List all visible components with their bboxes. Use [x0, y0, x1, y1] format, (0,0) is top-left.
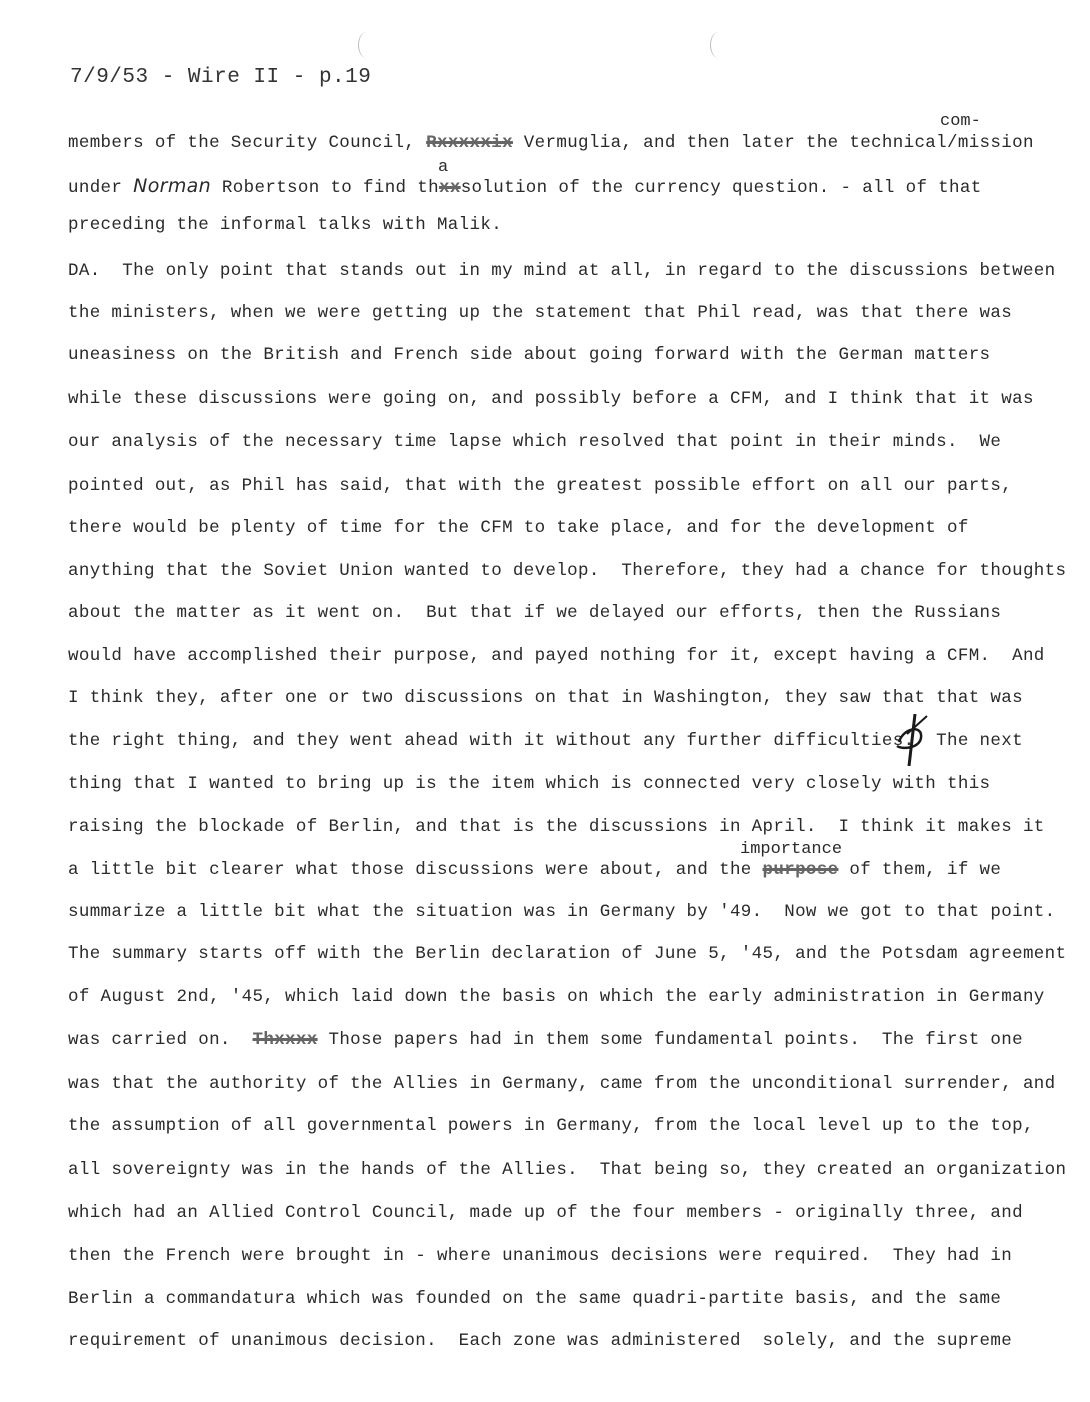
page-header: 7/9/53 - Wire II - p.19	[70, 66, 372, 89]
struck-out-text: Rxxxxxix	[426, 133, 513, 153]
line-text: pointed out, as Phil has said, that with the greatest possible effort on all our parts,	[68, 476, 1013, 496]
line-text: the assumption of all governmental powers in Germany, from the local level up to the top,	[68, 1116, 1034, 1136]
line-text: while these discussions were going on, and possibly before a CFM, and I think that it was	[68, 389, 1034, 409]
document-line	[68, 1160, 1066, 1180]
line-text: Those papers had in them some fundamental points. The first one	[317, 1030, 1023, 1050]
document-line	[68, 1074, 1056, 1094]
line-text: solution of the currency question. - all of that	[460, 178, 982, 198]
document-line	[68, 860, 1001, 880]
line-text: anything that the Soviet Union wanted to develop. Therefore, they had a chance for thoughts	[68, 561, 1067, 581]
line-text: thing that I wanted to bring up is the item which is connected very closely with this	[68, 774, 991, 794]
insertion-com: com-	[940, 112, 981, 131]
line-text: I think they, after one or two discussions on that in Washington, they saw that that was	[68, 688, 1023, 708]
line-text: about the matter as it went on. But that if we delayed our efforts, then the Russians	[68, 603, 1002, 623]
document-line	[68, 1203, 1023, 1223]
line-text: of them, if we	[838, 860, 1002, 880]
document-line	[68, 133, 1034, 153]
document-line	[68, 345, 990, 365]
insertion-importance: importance	[740, 840, 843, 859]
line-text: would have accomplished their purpose, and payed nothing for it, except having a CFM. And	[68, 646, 1045, 666]
document-line	[68, 731, 1023, 751]
document-line	[68, 1116, 1034, 1136]
document-line	[68, 303, 1012, 323]
document-line	[68, 1289, 1001, 1309]
struck-out-text: purpose	[762, 860, 839, 880]
document-line	[68, 1331, 1012, 1351]
line-text: The summary starts off with the Berlin declaration of June 5, '45, and the Potsdam agreement	[68, 944, 1067, 964]
line-text: Berlin a commandatura which was founded on the same quadri-partite basis, and the same	[68, 1289, 1002, 1309]
document-line	[68, 389, 1034, 409]
line-text: members of the Security Council,	[68, 133, 427, 153]
struck-out-text: Thxxxx	[252, 1030, 318, 1050]
document-line	[68, 603, 1001, 623]
line-text: requirement of unanimous decision. Each zone was administered solely, and the supreme	[68, 1331, 1013, 1351]
line-text: Vermuglia, and then later the technical/mission	[512, 133, 1034, 153]
line-text: preceding the informal talks with Malik.	[68, 215, 503, 235]
line-text: raising the blockade of Berlin, and that is the discussions in April. I think it makes it	[68, 817, 1045, 837]
document-line	[68, 561, 1066, 581]
document-line	[68, 987, 1045, 1007]
line-text: our analysis of the necessary time lapse which resolved that point in their minds. We	[68, 432, 1002, 452]
line-text: under	[68, 178, 134, 198]
document-line	[68, 1246, 1012, 1266]
document-line	[68, 261, 1056, 281]
insertion-a: a	[438, 158, 449, 177]
line-text: a little bit clearer what those discussions were about, and the	[68, 860, 763, 880]
document-line	[68, 432, 1001, 452]
document-line	[68, 944, 1066, 964]
document-line	[68, 1030, 1023, 1050]
document-line	[68, 902, 1056, 922]
line-text: was that the authority of the Allies in Germany, came from the unconditional surrender, and	[68, 1074, 1056, 1094]
punch-hole-left	[358, 32, 375, 58]
handwritten-paragraph-mark	[893, 712, 933, 768]
line-text: the right thing, and they went ahead with it without any further difficulties. The next	[68, 731, 1023, 751]
document-line	[68, 175, 982, 198]
line-text: all sovereignty was in the hands of the Allies. That being so, they created an organization	[68, 1160, 1067, 1180]
line-text: uneasiness on the British and French side about going forward with the German matters	[68, 345, 991, 365]
document-line	[68, 774, 990, 794]
handwritten-insertion: Norman	[133, 175, 212, 197]
line-text: summarize a little bit what the situation was in Germany by '49. Now we got to that point.	[68, 902, 1056, 922]
line-text: the ministers, when we were getting up the statement that Phil read, was that there was	[68, 303, 1013, 323]
document-line	[68, 817, 1045, 837]
line-text: Robertson to find th	[211, 178, 439, 198]
document-line	[68, 646, 1045, 666]
document-line	[68, 215, 502, 235]
document-line	[68, 476, 1012, 496]
document-line	[68, 518, 969, 538]
line-text: of August 2nd, '45, which laid down the basis on which the early administration in Germany	[68, 987, 1045, 1007]
punch-hole-right	[710, 32, 727, 58]
document-line	[68, 688, 1023, 708]
line-text: then the French were brought in - where unanimous decisions were required. They had in	[68, 1246, 1013, 1266]
line-text: DA. The only point that stands out in my mind at all, in regard to the discussions between	[68, 261, 1056, 281]
line-text: was carried on.	[68, 1030, 253, 1050]
line-text: which had an Allied Control Council, made up of the four members - originally three, and	[68, 1203, 1023, 1223]
struck-out-text: xx	[438, 178, 461, 198]
line-text: there would be plenty of time for the CFM to take place, and for the development of	[68, 518, 969, 538]
